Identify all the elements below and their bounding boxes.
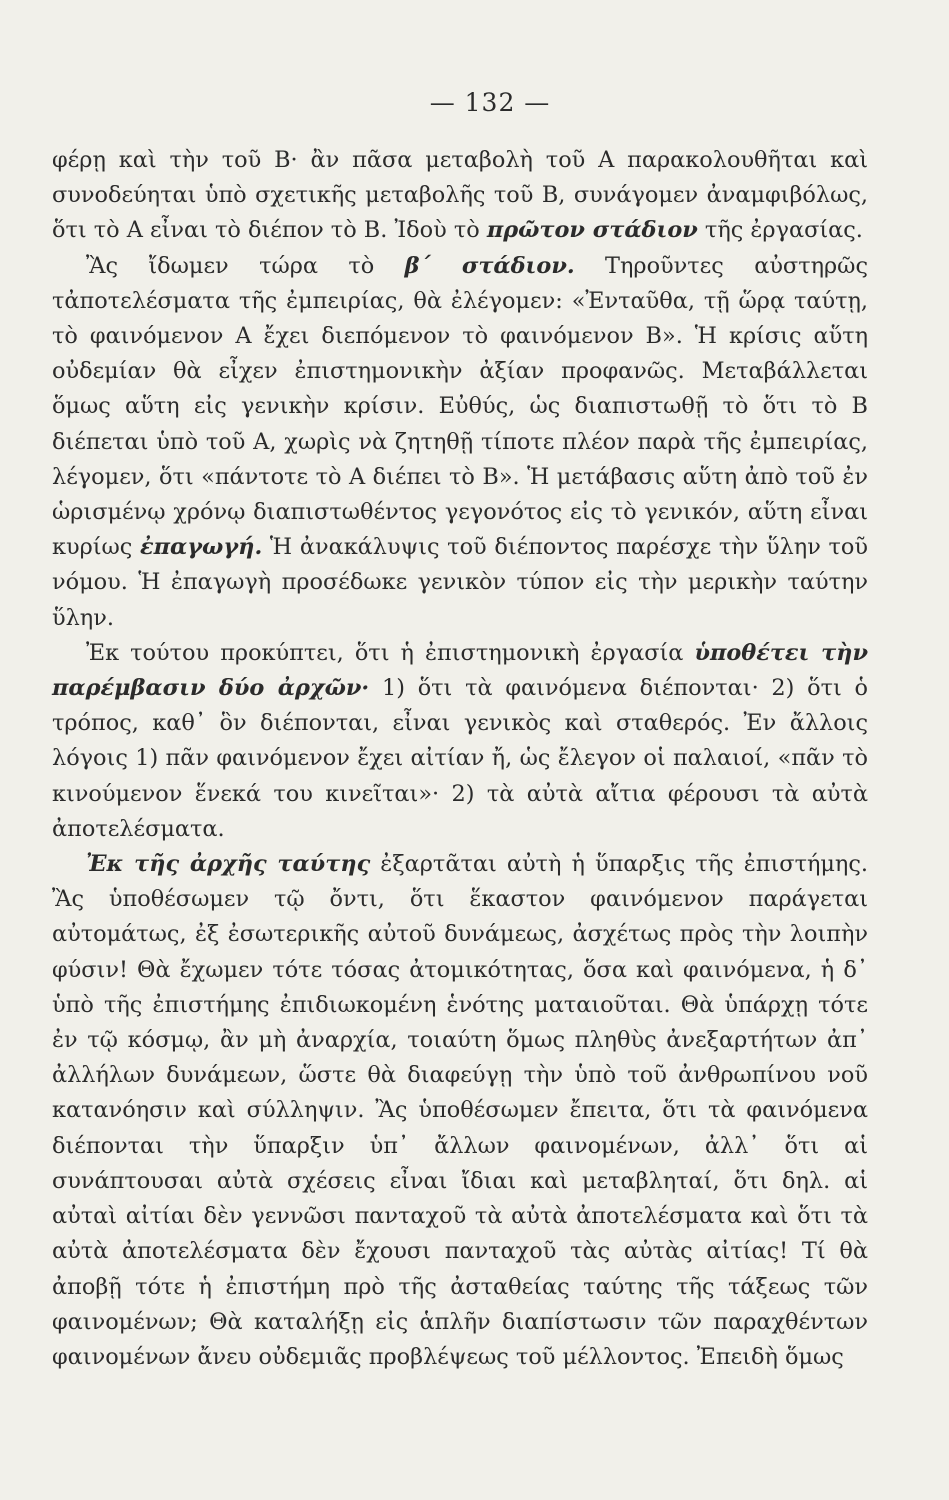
paragraph — [52, 249, 868, 636]
text-segment: Τηροῦντες αὐστηρῶς τἀποτελέσματα τῆς ἐμπειρίας, θὰ ἐλέγομεν: «Ἐνταῦθα, τῇ ὥρᾳ ταύτῃ, τὸ φαινόμενον Α ἔχει διεπόμενον τὸ φαινόμενον Β». Ἡ κρίσις αὕτη οὐδεμίαν θὰ εἶχεν ἐπιστημονικὴν ἀξίαν προφανῶς. Μεταβάλλεται ὅμως αὕτη εἰς γενικὴν κρίσιν. Εὐθύς, ὡς διαπιστωθῇ τὸ ὅτι τὸ Β διέπεται ὑπὸ τοῦ Α, χωρὶς νὰ ζητηθῇ τίποτε πλέον παρὰ τῆς ἐμπειρίας, λέγομεν, ὅτι «πάντοτε τὸ Α διέπει τὸ Β». Ἡ μετάβασις αὕτη ἀπὸ τοῦ ἐν ὡρισμένῳ χρόνῳ διαπιστωθέντος γεγονότος εἰς τὸ γενικόν, αὕτη εἶναι κυρίως — [52, 252, 868, 561]
text-segment: Ἂς ἴδωμεν τώρα τὸ — [86, 252, 405, 279]
emphasized-text: β΄ στάδιον. — [404, 252, 575, 279]
text-segment: 1) ὅτι τὰ φαινόμενα διέπονται· 2) ὅτι ὁ τρόπος, καθ᾿ ὃν διέπονται, εἶναι γενικὸς καὶ σταθερός. Ἐν ἄλλοις λόγοις 1) πᾶν φαινόμενον ἔχει αἰτίαν ἤ, ὡς ἔλεγον οἱ παλαιοί, «πᾶν τὸ κινούμενον ἕνεκά του κινεῖται»· 2) τὰ αὐτὰ αἴτια φέρουσι τὰ αὐτὰ ἀποτελέσματα. — [52, 675, 869, 842]
text-segment: ἐξαρτᾶται αὐτὴ ἡ ὕπαρξις τῆς ἐπιστήμης. Ἂς ὑποθέσωμεν τῷ ὄντι, ὅτι ἕκαστον φαινόμενον παράγεται αὐτομάτως, ἐξ ἐσωτερικῆς αὐτοῦ δυνάμεως, ἀσχέτως πρὸς τὴν λοιπὴν φύσιν! Θὰ ἔχωμεν τότε τόσας ἀτομικότητας, ὅσα καὶ φαινόμενα, ἡ δ᾿ ὑπὸ τῆς ἐπιστήμης ἐπιδιωκομένη ἑνότης ματαιοῦται. Θὰ ὑπάρχῃ τότε ἐν τῷ κόσμῳ, ἂν μὴ ἀναρχία, τοιαύτη ὅμως πληθὺς ἀνεξαρτήτων ἀπ᾿ ἀλλήλων δυνάμεων, ὥστε θὰ διαφεύγῃ τὴν ὑπὸ τοῦ ἀνθρωπίνου νοῦ κατανόησιν καὶ σύλληψιν. Ἂς ὑποθέσωμεν ἔπειτα, ὅτι τὰ φαινόμενα διέπονται τὴν ὕπαρξιν ὑπ᾿ ἄλλων φαινομένων, ἀλλ᾿ ὅτι αἱ συνάπτουσαι αὐτὰ σχέσεις εἶναι ἴδιαι καὶ μεταβληταί, ὅτι δηλ. αἱ αὐταὶ αἰτίαι δὲν γεννῶσι πανταχοῦ τὰ αὐτὰ ἀποτελέσματα καὶ ὅτι τὰ αὐτὰ ἀποτελέσματα δὲν ἔχουσι πανταχοῦ τὰς αὐτὰς αἰτίας! Τί θὰ ἀποβῇ τότε ἡ ἐπιστήμη πρὸ τῆς ἀσταθείας ταύτης τῆς τάξεως τῶν φαινομένων; Θὰ καταλήξῃ εἰς ἁπλῆν διαπίστωσιν τῶν παραχθέντων φαινομένων ἄνευ οὐδεμιᾶς προβλέψεως τοῦ μέλλοντος. Ἐπειδὴ ὅμως — [52, 851, 868, 1370]
page-number: — 132 — — [429, 88, 551, 117]
text-segment: Ἡ ἀνακάλυψις τοῦ διέποντος παρέσχε τὴν ὕλην τοῦ νόμου. Ἡ ἐπαγωγὴ προσέδωκε γενικὸν τύπον εἰς τὴν μερικὴν ταύτην ὕλην. — [52, 534, 868, 631]
emphasized-text: Ἐκ τῆς ἀρχῆς ταύτης — [86, 851, 371, 878]
book-page — [52, 88, 868, 1375]
paragraph — [52, 847, 868, 1375]
page-body — [52, 143, 868, 1375]
text-segment: τῆς ἐργασίας. — [697, 217, 863, 244]
paragraph — [52, 143, 868, 249]
emphasized-text: πρῶτον στάδιον — [486, 217, 698, 244]
paragraph — [52, 636, 868, 847]
text-segment: φέρῃ καὶ τὴν τοῦ Β· ἂν πᾶσα μεταβολὴ τοῦ Α παρακολουθῆται καὶ συνοδεύηται ὑπὸ σχετικῆς μεταβολῆς τοῦ Β, συνάγομεν ἀναμφιβόλως, ὅτι τὸ Α εἶναι τὸ διέπον τὸ Β. Ἰδοὺ τὸ — [52, 147, 868, 244]
text-segment: Ἐκ τούτου προκύπτει, ὅτι ἡ ἐπιστημονικὴ ἐργασία — [86, 639, 695, 666]
emphasized-text: ἐπαγωγή. — [140, 534, 263, 561]
emphasized-text: ὑποθέτει τὴν παρέμβασιν δύο ἀρχῶν· — [52, 639, 868, 702]
